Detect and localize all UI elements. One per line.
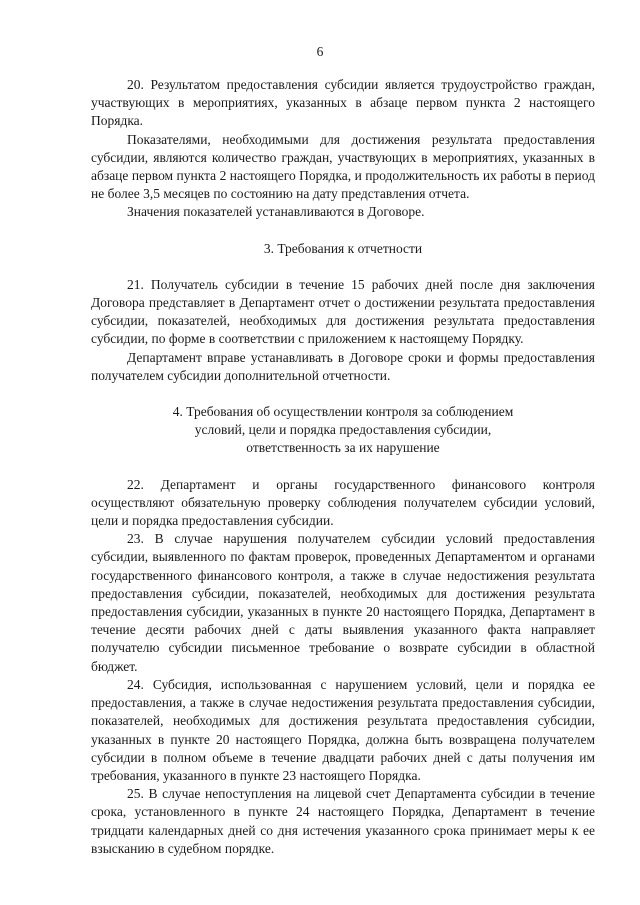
section-heading-4 — [91, 403, 595, 458]
paragraph-23: 23. В случае нарушения получателем субсидии условий предоставления субсидии, выявленного по фактам проверок, проведенных Департаментом и органами государственного финансового контроля, а также в случае недостижения результата предоставления субсидии, показателей, необходимых для достижения результата предоставления субсидии, указанных в пункте 20 настоящего Порядка, Департамент в течение десяти рабочих дней с даты выявления указанного факта направляет получателю субсидии письменное требование о возврате субсидии в областной бюджет. — [91, 531, 595, 674]
paragraph-25: 25. В случае непоступления на лицевой счет Департамента субсидии в течение срока, установленного в пункте 24 настоящего Порядка, Департамент в течение тридцати календарных дней со дня истечения указанного срока принимает меры к ее взысканию в судебном порядке. — [91, 786, 595, 856]
section-heading-4-line-2: условий, цели и порядка предоставления субсидии, — [194, 422, 492, 438]
paragraph-22: 22. Департамент и органы государственного финансового контроля осуществляют обязательную проверку соблюдения получателем субсидии условий, цели и порядка предоставления субсидии. — [91, 476, 595, 529]
paragraph-21-extra: Департамент вправе устанавливать в Договоре сроки и формы предоставления получателем субсидии дополнительной отчетности. — [91, 349, 595, 383]
paragraph-20-indicators: Показателями, необходимыми для достижения результата предоставления субсидии, являются количество граждан, участвующих в мероприятиях, указанных в абзаце первом пункта 2 настоящего Порядка, и продолжительность их работы в период не более 3,5 месяцев по состоянию на дату представления отчета. — [91, 131, 595, 202]
paragraph-20: 20. Результатом предоставления субсидии является трудоустройство граждан, участвующих в мероприятиях, указанных в абзаце первом пункта 2 настоящего Порядка. — [91, 77, 595, 129]
paragraph-21: 21. Получатель субсидии в течение 15 рабочих дней после дня заключения Договора представляет в Департамент отчет о достижении результата предоставления субсидии, показателей, необходимых для достижения результата предоставления субсидии, по форме в соответствии с приложением к настоящему Порядку. — [91, 276, 595, 347]
section-heading-3: 3. Требования к отчетности — [263, 240, 423, 256]
page-number: 6 — [316, 44, 324, 59]
section-heading-4-line-1: 4. Требования об осуществлении контроля за соблюдением — [172, 404, 514, 420]
document-body — [91, 76, 595, 858]
paragraph-20-values: Значения показателей устанавливаются в Договоре. — [127, 204, 425, 220]
section-heading-4-line-3: ответственность за их нарушение — [246, 440, 440, 456]
paragraph-24: 24. Субсидия, использованная с нарушением условий, цели и порядка ее предоставления, а также в случае недостижения результата предоставления субсидии, показателей, необходимых для достижения результата предоставления субсидии, указанных в пункте 20 настоящего Порядка, должна быть возвращена получателем субсидии в полном объеме в течение двадцати рабочих дней с даты получения им требования, указанного в пункте 23 настоящего Порядка. — [91, 676, 595, 783]
